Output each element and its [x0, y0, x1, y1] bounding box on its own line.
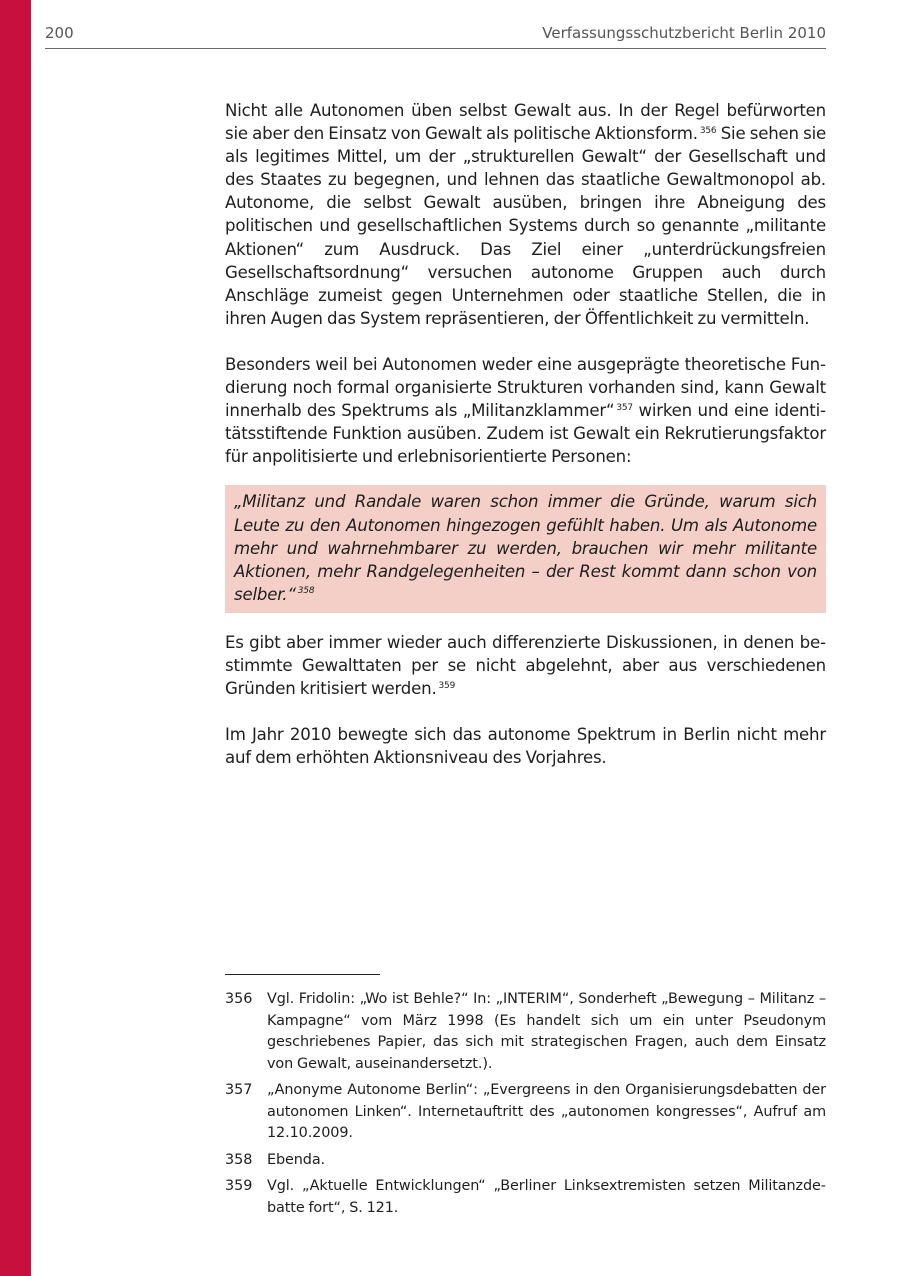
paragraph-text: Besonders weil bei Autonomen weder eine ausgeprägte theoretische Fundierung noch formal organisierte Strukturen vorhanden sind, kann Gewalt innerhalb des Spektrums als „Militanzklammer“: [225, 354, 826, 421]
main-text: [225, 99, 826, 769]
footnote-359: [225, 1176, 826, 1219]
page-number: 200: [45, 24, 74, 42]
footnote-text: Ebenda.: [267, 1151, 326, 1168]
footnote-text: Vgl. Fridolin: „Wo ist Behle?“ In: „INTERIM“, Sonderheft „Bewegung – Militanz – Kampagne“ vom März 1998 (Es handelt sich um ein unter Pseudonym geschriebenes Papier, das sich mit strategischen Fragen, auch dem Einsatz von Gewalt, auseinandersetzt.).: [267, 991, 826, 1072]
paragraph-text: Es gibt aber immer wieder auch differenzierte Diskussionen, in denen bestimmte Gewalttaten per se nicht abgelehnt, aber aus verschiedenen Gründen kritisiert werden.: [225, 632, 826, 699]
footnote-358: [225, 1150, 826, 1172]
footnote-356: [225, 989, 826, 1075]
paragraph: [225, 631, 826, 700]
footnote-text: „Anonyme Autonome Berlin“: „Evergreens in den Organisierungsdebatten der autonomen Linken“. Internetauftritt des „autonomen kongresses“, Aufruf am 12.10.2009.: [267, 1082, 826, 1141]
footnote-text: Vgl. „Aktuelle Entwicklungen“ „Berliner Linksextremisten setzen Militanzdebatte fort“, S. 121.: [267, 1178, 826, 1216]
paragraph: [225, 99, 826, 330]
paragraph-text: Sie sehen sie als legitimes Mittel, um der „strukturellen Gewalt“ der Gesellschaft und des Staates zu begegnen, und lehnen das staatliche Gewaltmonopol ab. Autonome, die selbst Gewalt ausüben, bringen ihre Abneigung des politischen und gesellschaftlichen Systems durch so genannte „militante Aktionen“ zum Ausdruck. Das Ziel einer „unterdrückungsfreien Gesellschaftsordnung“ versuchen autonome Gruppen auch durch Anschläge zumeist gegen Unternehmen oder staatliche Stellen, die in ihren Augen das System repräsentieren, der Öffentlichkeit zu vermitteln.: [225, 124, 826, 328]
footnote-number: 358: [225, 1151, 253, 1168]
paragraph-text: Im Jahr 2010 bewegte sich das autonome Spektrum in Berlin nicht mehr auf dem erhöhten Aktionsniveau des Vorjahres.: [225, 725, 826, 768]
footnote-number: 357: [225, 1082, 253, 1098]
footnote-357: [225, 1080, 826, 1145]
footnote-separator: [225, 974, 380, 975]
block-quote: [225, 485, 826, 612]
running-title: Verfassungsschutzbericht Berlin 2010: [542, 24, 826, 42]
paragraph: [225, 723, 826, 769]
paragraph-text: Nicht alle Autonomen üben selbst Gewalt aus. In der Regel befürworten sie aber den Einsatz von Gewalt als politische Aktionsform.: [225, 101, 826, 144]
side-accent-band: [0, 0, 31, 1276]
paragraph-text: wirken und eine identitätsstiftende Funktion ausüben. Zudem ist Gewalt ein Rekrutierungsfaktor für anpolitisierte und erlebnisorientierte Personen:: [225, 401, 826, 467]
footnote-number: 359: [225, 1178, 253, 1194]
quote-text: „Militanz und Randale waren schon immer die Gründe, warum sich Leute zu den Autonomen hingezogen gefühlt haben. Um als Autonome mehr und wahrnehmbarer zu werden, brauchen wir mehr militante Aktionen, mehr Randgelegenheiten – der Rest kommt dann schon von selber.“: [234, 492, 817, 604]
footnote-reference: 356: [699, 125, 717, 136]
paragraph: [225, 353, 826, 468]
footnotes: [225, 989, 826, 1224]
footnote-reference: 358: [297, 586, 315, 597]
page-header: [45, 22, 826, 49]
footnote-number: 356: [225, 991, 253, 1007]
footnote-reference: 357: [616, 402, 633, 413]
footnote-reference: 359: [438, 680, 456, 691]
